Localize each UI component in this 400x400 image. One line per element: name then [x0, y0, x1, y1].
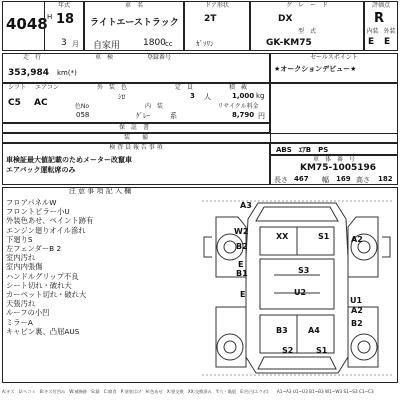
inspector-label: 検 査 員 報 告 事 項: [109, 144, 163, 151]
grade: DX: [278, 14, 293, 24]
ac: AC: [34, 98, 48, 108]
color-label: 外 装 色: [96, 84, 127, 91]
rating-interior: E: [368, 37, 375, 47]
rating-int-label: 内装: [366, 28, 379, 35]
displacement: 1800: [143, 38, 166, 48]
rating-overall: R: [374, 11, 385, 26]
reg-no-label: 登録番号: [146, 54, 171, 61]
width-prefix: 幅: [322, 176, 329, 184]
remark-line: 下廻りS: [6, 234, 33, 244]
damage-xx: XX: [276, 232, 289, 241]
month-unit: 月: [72, 40, 79, 48]
damage-a2-lower: A2: [351, 306, 363, 315]
rating-label: 評価点: [371, 2, 390, 9]
damage-a2-right: A2: [351, 235, 363, 244]
inspection-label: 車 検: [94, 54, 113, 61]
load-unit: kg: [256, 92, 265, 100]
remark-line: 左フェンダーB 2: [6, 244, 62, 254]
capacity-label: 定 員: [174, 84, 193, 91]
height-prefix: 高さ: [356, 176, 370, 184]
damage-u2: U2: [294, 288, 307, 297]
damage-e-lower: E: [240, 290, 246, 299]
note-2: エアバック運転席のみ: [6, 166, 76, 174]
ac-label: エアコン: [35, 84, 59, 91]
doors: 2T: [204, 14, 217, 24]
damage-b3: B3: [276, 326, 288, 335]
damage-b2-right: B2: [351, 319, 363, 328]
damage-b1: B1: [236, 269, 248, 278]
year-value: 18: [56, 12, 75, 27]
remark-line: フロアパネルW: [6, 198, 57, 207]
note-1: 車検証最大値記載のためメーター改竄車: [6, 156, 132, 164]
mileage-label: 走 行: [22, 54, 41, 61]
remark-line: 天張汚れ: [6, 299, 36, 309]
mileage: 353,984: [8, 68, 49, 78]
rating-exterior: E: [384, 37, 391, 47]
capacity-unit: 人: [204, 93, 211, 101]
remark-line: ハンドルグリップ不良: [6, 271, 79, 281]
grade-label: グ レ ー ド: [285, 2, 328, 9]
load: 1,000: [232, 92, 255, 100]
remarks-title: 注 意 事 項 記 入 欄: [68, 187, 132, 195]
remark-line: エンジン廻りオイル滲れ: [6, 225, 86, 235]
remark-line: シート切れ・破れ大: [6, 280, 72, 290]
width: 169: [336, 175, 351, 183]
shift: C5: [8, 98, 21, 108]
color-no-label: 色No: [74, 103, 90, 110]
remark-line: ルーフの小凹: [6, 308, 50, 318]
length-prefix: 長さ: [274, 176, 288, 184]
recycle-unit: 円: [258, 112, 265, 120]
remark-line: カーペット切れ・破れ大: [6, 290, 87, 300]
history-label: 保 証 書: [118, 124, 149, 131]
chassis-number: KM75-1005196: [300, 163, 377, 173]
color: ｼﾛ: [118, 93, 125, 101]
damage-a3-top: A3: [240, 201, 252, 210]
year-label: 年式: [57, 2, 70, 9]
model: GK-KM75: [266, 38, 312, 48]
rating-ext-label: 外装: [383, 28, 396, 35]
capacity: 3: [190, 92, 195, 100]
remark-line: ミラーA: [6, 317, 33, 327]
fuel: ｶﾞｿﾘﾝ: [196, 40, 214, 48]
chassis-label: 車 体 番 号: [312, 156, 355, 163]
load-label: 積 載: [228, 84, 247, 91]
era: H: [47, 13, 53, 21]
remark-line: 外装色あせ、ペイント跡有: [6, 216, 94, 226]
remark-line: キャビン裏、凸屈AUS: [6, 326, 80, 336]
sales-point: ★オークションデビュー★: [274, 65, 357, 73]
damage-s2: S2: [282, 346, 294, 355]
equipment: ABS ｴｱB PS: [276, 146, 329, 154]
damage-b2-left: B2: [236, 242, 248, 251]
equipment-label: 装 備: [123, 134, 148, 141]
model-label: 型 式: [297, 28, 316, 35]
car-name-label: 車 名: [124, 2, 143, 9]
damage-u1: U1: [350, 296, 363, 305]
damage-s1-bottom: S1: [316, 346, 328, 355]
sales-point-label: セールスポイント: [310, 54, 358, 61]
car-name: ライトエーストラック: [90, 18, 179, 28]
doors-label: ドア形状: [205, 2, 229, 9]
interior: ｸﾞﾚｰ: [136, 112, 150, 120]
height: 182: [378, 175, 393, 183]
remark-line: フロントピラー小U: [6, 207, 70, 217]
damage-e-upper: E: [238, 260, 244, 269]
recycle-label: リサイクル料金: [217, 103, 259, 110]
remarks-list: [6, 198, 196, 336]
length: 467: [294, 175, 309, 183]
interior-label: 内 装: [144, 103, 163, 110]
recycle: 8,790: [232, 111, 255, 119]
month-value: 3: [61, 38, 67, 48]
damage-a4: A4: [308, 326, 320, 335]
displacement-unit: cc: [165, 40, 173, 48]
damage-s3: S3: [298, 266, 310, 275]
damage-legend: A:キズ U:ヘコミ B:キズ付凹み W:補修跡 S:錆 C:腐食 P:塗装はげ H:色あせ X:要交換 XX:交換済み Y:穴・亀裂 E:凹凸(エクボ) A1~A3 U1~U3 B1~B3 W1~W3 S1~S3 C1~C3: [2, 389, 374, 394]
usage: 自家用: [93, 41, 121, 51]
damage-w2: W2: [234, 227, 249, 236]
lot-number: 4048: [6, 15, 48, 33]
damage-s1-top: S1: [318, 232, 330, 241]
remark-line: 室内汚れ: [6, 253, 36, 263]
mileage-unit: km(*): [57, 69, 77, 77]
remark-line: 室内内張傷: [6, 262, 43, 272]
shift-label: シフト: [7, 84, 26, 91]
color-no: 058: [76, 111, 90, 119]
interior-suffix: 系: [170, 112, 177, 120]
